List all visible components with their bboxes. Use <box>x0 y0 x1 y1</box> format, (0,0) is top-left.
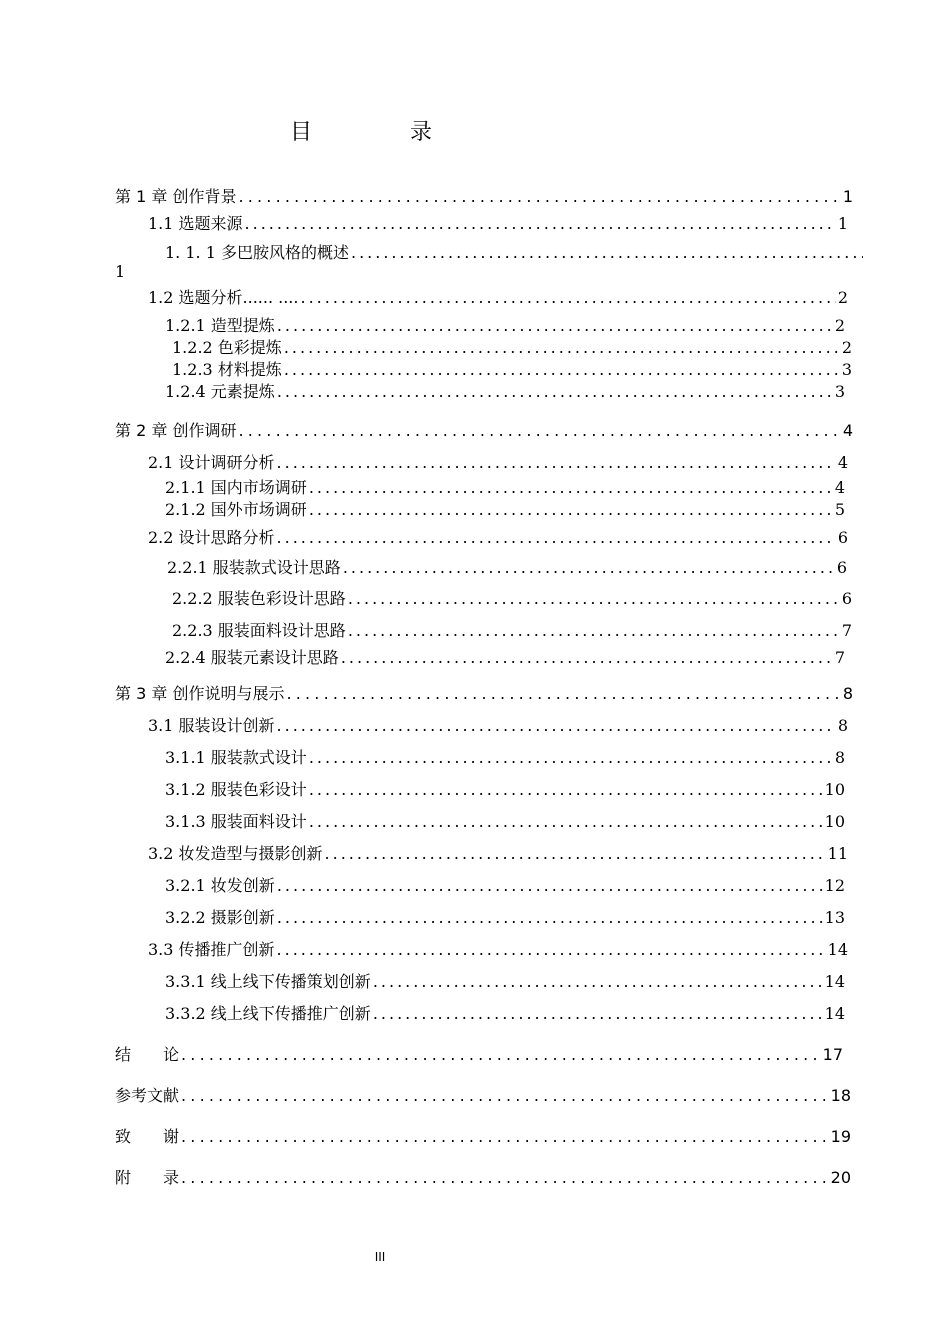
toc-entry[interactable] <box>165 745 845 768</box>
toc-entry[interactable] <box>172 357 852 380</box>
toc-entry-label: 3.2 妆发造型与摄影创新 <box>148 844 323 863</box>
toc-leader <box>277 453 836 472</box>
toc-entry-page: 19 <box>830 1127 851 1146</box>
toc-entry[interactable] <box>115 1042 843 1065</box>
toc-entry[interactable] <box>172 335 852 358</box>
toc-entry[interactable] <box>165 240 865 263</box>
toc-entry-label: 3.2.2 摄影创新 <box>165 908 275 927</box>
toc-entry[interactable] <box>148 450 848 473</box>
toc-entry-page: 6 <box>837 528 848 547</box>
toc-entry[interactable] <box>165 475 845 498</box>
toc-leader <box>277 876 823 895</box>
toc-leader <box>277 528 836 547</box>
toc-entry[interactable] <box>148 713 848 736</box>
toc-entry-label: 1.2.2 色彩提炼 <box>172 338 282 357</box>
toc-entry-label: 2.1.1 国内市场调研 <box>165 478 307 497</box>
toc-entry-label: 3.1 服装设计创新 <box>148 716 275 735</box>
toc-entry-page: 2 <box>837 288 848 307</box>
toc-entry-page: 7 <box>841 621 852 640</box>
toc-entry-page: 11 <box>827 844 848 863</box>
toc-entry-page: 12 <box>824 876 845 895</box>
toc-entry[interactable] <box>148 285 848 308</box>
toc-leader <box>300 288 835 307</box>
toc-entry[interactable] <box>165 809 845 832</box>
toc-leader <box>341 648 833 667</box>
toc-leader <box>277 908 823 927</box>
toc-leader <box>309 500 833 519</box>
toc-entry[interactable] <box>148 841 848 864</box>
toc-entry-page: 18 <box>830 1086 851 1105</box>
page-title: 目 录 <box>289 120 470 145</box>
toc-leader <box>348 621 840 640</box>
toc-entry[interactable] <box>167 555 847 578</box>
toc-entry-page: 14 <box>824 1004 845 1023</box>
toc-entry[interactable] <box>115 1083 851 1106</box>
toc-entry-label: 3.1.1 服装款式设计 <box>165 748 307 767</box>
toc-entry[interactable] <box>148 937 848 960</box>
toc-entry[interactable] <box>172 586 852 609</box>
toc-entry-page: 17 <box>822 1045 843 1064</box>
toc-entry-page: 20 <box>830 1168 851 1187</box>
toc-leader <box>181 1045 821 1064</box>
toc-leader <box>277 716 836 735</box>
toc-entry-label: 2.1 设计调研分析 <box>148 453 275 472</box>
toc-entry[interactable] <box>165 379 845 402</box>
toc-entry-label: 第 3 章 创作说明与展示 <box>115 684 285 703</box>
toc-leader <box>181 1168 829 1187</box>
toc-entry-label: 3.3.2 线上线下传播推广创新 <box>165 1004 371 1023</box>
toc-entry-page: 8 <box>842 684 853 703</box>
toc-entry-page: 8 <box>837 716 848 735</box>
toc-entry[interactable] <box>115 184 853 207</box>
toc-entry-label: 参考文献 <box>115 1086 180 1105</box>
toc-entry-label: 2.2.4 服装元素设计思路 <box>165 648 339 667</box>
toc-entry-label: 2.1.2 国外市场调研 <box>165 500 307 519</box>
toc-leader <box>284 338 840 357</box>
toc-entry[interactable] <box>115 1124 851 1147</box>
toc-leader <box>286 684 840 703</box>
toc-entry-page: 7 <box>834 648 845 667</box>
toc-entry-label: 1.2.3 材料提炼 <box>172 360 282 379</box>
toc-entry-page: 2 <box>841 338 852 357</box>
toc-entry[interactable] <box>115 1165 851 1188</box>
toc-entry[interactable] <box>165 497 845 520</box>
toc-entry-page: 6 <box>836 558 847 577</box>
toc-entry-label: 2.2.1 服装款式设计思路 <box>167 558 341 577</box>
toc-leader <box>277 940 826 959</box>
toc-entry[interactable] <box>165 777 845 800</box>
toc-leader <box>373 972 823 991</box>
toc-entry[interactable] <box>115 681 853 704</box>
toc-entry-label: 2.2 设计思路分析 <box>148 528 275 547</box>
toc-entry-page-wrapped: 1 <box>115 262 126 281</box>
toc-entry-label: 附 录 <box>115 1168 180 1187</box>
toc-entry[interactable] <box>165 1001 845 1024</box>
toc-leader <box>325 844 826 863</box>
toc-entry-label: 1.2.1 造型提炼 <box>165 316 275 335</box>
toc-entry-label: 1.2 选题分析...... .... <box>148 288 299 307</box>
toc-entry-label: 3.1.2 服装色彩设计 <box>165 780 307 799</box>
toc-entry-page: 10 <box>824 812 845 831</box>
toc-entry-page: 14 <box>824 972 845 991</box>
toc-entry[interactable] <box>172 618 852 641</box>
toc-entry-label: 第 1 章 创作背景 <box>115 187 237 206</box>
toc-leader <box>309 478 833 497</box>
toc-entry-label: 致 谢 <box>115 1127 180 1146</box>
toc-entry-label: 3.2.1 妆发创新 <box>165 876 275 895</box>
toc-leader <box>343 558 835 577</box>
toc-entry-label: 结 论 <box>115 1045 180 1064</box>
toc-entry-page: 3 <box>841 360 852 379</box>
toc-entry-page: 13 <box>824 908 845 927</box>
toc-entry-label: 2.2.3 服装面料设计思路 <box>172 621 346 640</box>
toc-entry-page: 2 <box>834 316 845 335</box>
toc-entry-page: 1 <box>842 187 853 206</box>
toc-entry-label: 1.2.4 元素提炼 <box>165 382 275 401</box>
page-number-footer: III <box>374 1250 386 1264</box>
toc-entry-page: 1 <box>837 214 848 233</box>
toc-leader <box>277 316 833 335</box>
toc-entry-page: 4 <box>842 421 853 440</box>
toc-entry[interactable] <box>165 645 845 668</box>
toc-entry-page: 4 <box>837 453 848 472</box>
toc-entry-page: 14 <box>827 940 848 959</box>
toc-entry[interactable] <box>165 873 845 896</box>
toc-entry-label: 第 2 章 创作调研 <box>115 421 237 440</box>
toc-entry-label: 1.1 选题来源 <box>148 214 243 233</box>
toc-entry-page: 8 <box>834 748 845 767</box>
toc-entry-page: 5 <box>834 500 845 519</box>
toc-leader <box>309 812 823 831</box>
toc-entry[interactable] <box>165 313 845 336</box>
toc-leader <box>181 1127 829 1146</box>
toc-leader <box>348 589 840 608</box>
toc-leader <box>181 1086 829 1105</box>
toc-entry-page: 10 <box>824 780 845 799</box>
toc-leader <box>309 780 823 799</box>
toc-entry[interactable] <box>148 211 848 234</box>
toc-leader <box>284 360 840 379</box>
toc-leader <box>309 748 833 767</box>
toc-leader <box>277 382 833 401</box>
toc-leader <box>238 421 840 440</box>
toc-entry-label: 3.3 传播推广创新 <box>148 940 275 959</box>
toc-entry[interactable] <box>148 525 848 548</box>
toc-entry-label: 3.1.3 服装面料设计 <box>165 812 307 831</box>
toc-entry-label: 2.2.2 服装色彩设计思路 <box>172 589 346 608</box>
toc-entry-label: 3.3.1 线上线下传播策划创新 <box>165 972 371 991</box>
toc-entry[interactable] <box>165 905 845 928</box>
toc-entry[interactable] <box>165 969 845 992</box>
toc-entry-page: 4 <box>834 478 845 497</box>
toc-leader <box>351 243 863 262</box>
toc-entry[interactable] <box>115 418 853 441</box>
toc-entry-page: 6 <box>841 589 852 608</box>
toc-entry-page: 3 <box>834 382 845 401</box>
toc-leader <box>373 1004 823 1023</box>
toc-leader <box>238 187 840 206</box>
toc-entry-label: 1. 1. 1 多巴胺风格的概述 <box>165 243 349 262</box>
toc-leader <box>245 214 836 233</box>
